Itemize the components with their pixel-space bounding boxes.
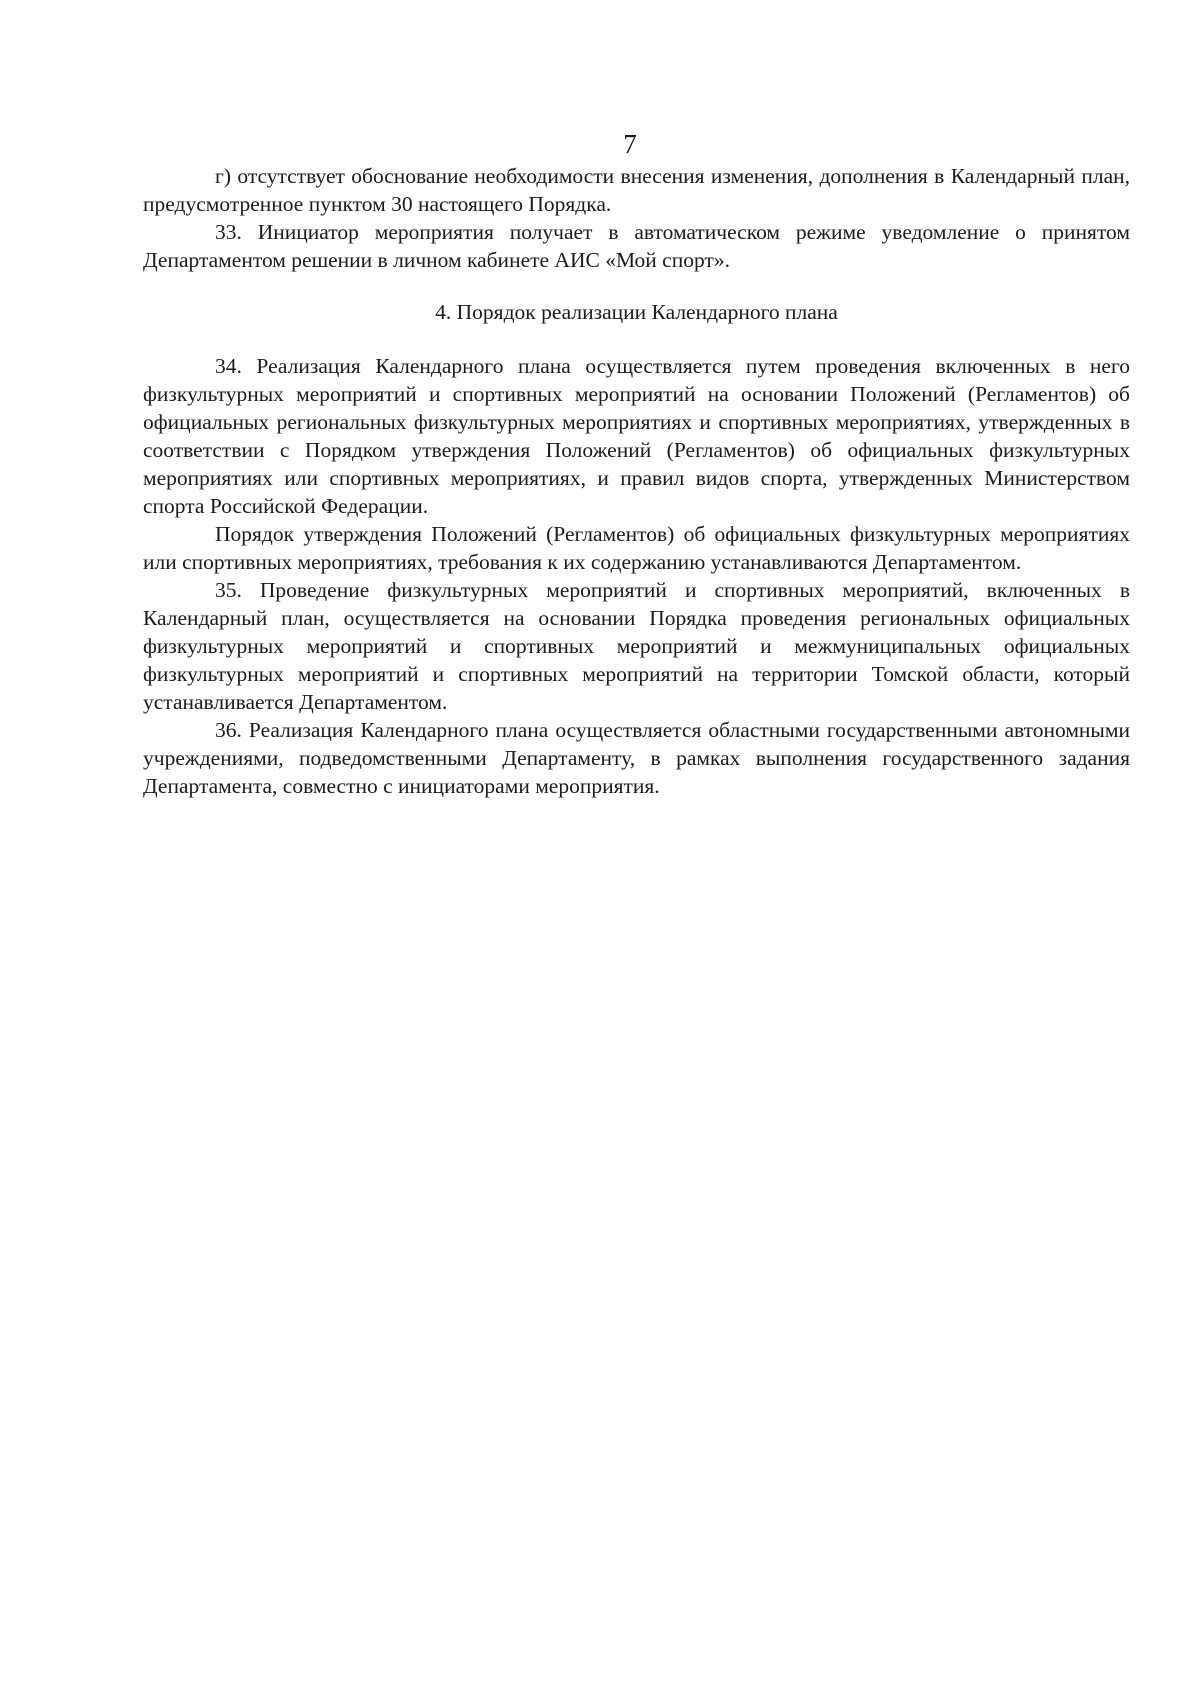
page-number: 7 <box>623 129 637 159</box>
paragraph-item-g: г) отсутствует обоснование необходимости внесения изменения, дополнения в Календарный план, предусмотренное пунктом 30 настоящего Порядка. <box>143 164 1130 216</box>
paragraph-36: 36. Реализация Календарного плана осуществляется областными государственными автономными учреждениями, подведомственными Департаменту, в рамках выполнения государственного задания Департамента, совместно с инициаторами мероприятия. <box>143 718 1130 798</box>
document-body <box>143 162 1130 800</box>
paragraph-35: 35. Проведение физкультурных мероприятий и спортивных мероприятий, включенных в Календарный план, осуществляется на основании Порядка проведения региональных официальных физкультурных мероприятий и спортивных мероприятий и межмуниципальных официальных физкультурных мероприятий и спортивных мероприятий на территории Томской области, который устанавливается Департаментом. <box>143 578 1130 714</box>
section-heading: 4. Порядок реализации Календарного плана <box>435 300 838 324</box>
paragraph-34: 34. Реализация Календарного плана осуществляется путем проведения включенных в него физкультурных мероприятий и спортивных мероприятий на основании Положений (Регламентов) об официальных региональных физкультурных мероприятиях и спортивных мероприятиях, утвержденных в соответствии с Порядком утверждения Положений (Регламентов) об официальных физкультурных мероприятиях или спортивных мероприятиях, и правил видов спорта, утвержденных Министерством спорта Российской Федерации. <box>143 354 1130 518</box>
paragraph-33: 33. Инициатор мероприятия получает в автоматическом режиме уведомление о принятом Департаментом решении в личном кабинете АИС «Мой спорт». <box>143 220 1130 272</box>
paragraph-34-continued: Порядок утверждения Положений (Регламентов) об официальных физкультурных мероприятиях или спортивных мероприятиях, требования к их содержанию устанавливаются Департаментом. <box>143 522 1130 574</box>
